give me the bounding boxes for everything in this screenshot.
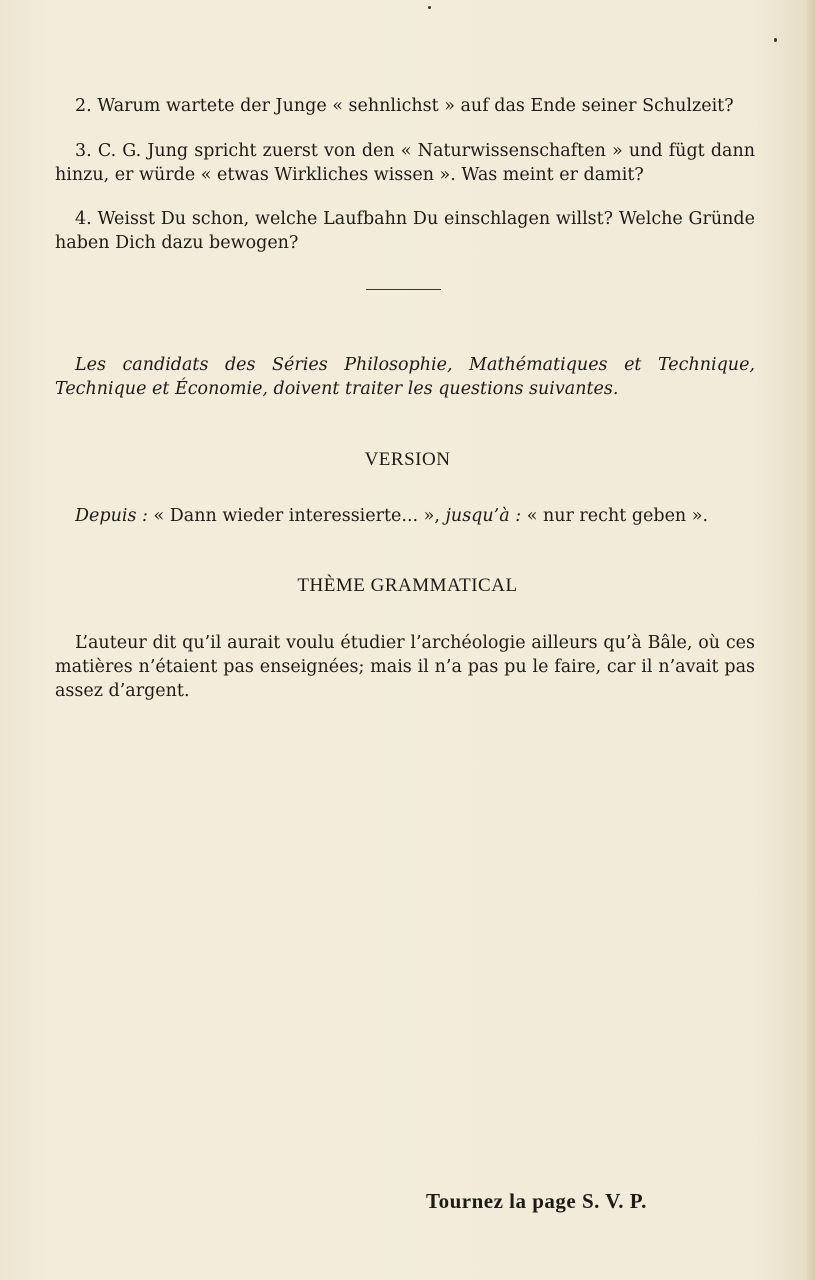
candidates-instructions: Les candidats des Séries Philosophie, Mathématiques et Technique, Technique et Économie, doivent traiter les questions suivantes.: [55, 355, 755, 399]
paper-speck: [428, 6, 431, 9]
paper-edge: [807, 0, 815, 1280]
question-2: 2. Warum wartete der Junge « sehnlichst » auf das Ende seiner Schulzeit?: [75, 96, 734, 116]
turn-page-note: Tournez la page S. V. P.: [426, 1189, 647, 1213]
theme-heading: THÈME GRAMMATICAL: [297, 575, 518, 596]
version-to-label: jusqu’à :: [445, 506, 522, 526]
version-heading: VERSION: [364, 449, 451, 470]
version-from-text: « Dann wieder interessierte... »,: [153, 506, 440, 526]
version-to-text: « nur recht geben ».: [526, 506, 709, 526]
version-from-label: Depuis :: [75, 506, 148, 526]
theme-text: L’auteur dit qu’il aurait voulu étudier l’archéologie ailleurs qu’à Bâle, où ces matières n’étaient pas enseignées; mais il n’a pas pu le faire, car il n’avait pas assez d’argent.: [55, 633, 755, 701]
section-divider: [366, 289, 441, 290]
question-3: 3. C. G. Jung spricht zuerst von den « Naturwissenschaften » und fügt dann hinzu, er würde « etwas Wirkliches wissen ». Was meint er damit?: [55, 141, 755, 185]
question-4: 4. Weisst Du schon, welche Laufbahn Du einschlagen willst? Welche Gründe haben Dich dazu bewogen?: [55, 209, 755, 253]
version-passage: [75, 504, 708, 528]
paper-speck: [774, 38, 777, 42]
